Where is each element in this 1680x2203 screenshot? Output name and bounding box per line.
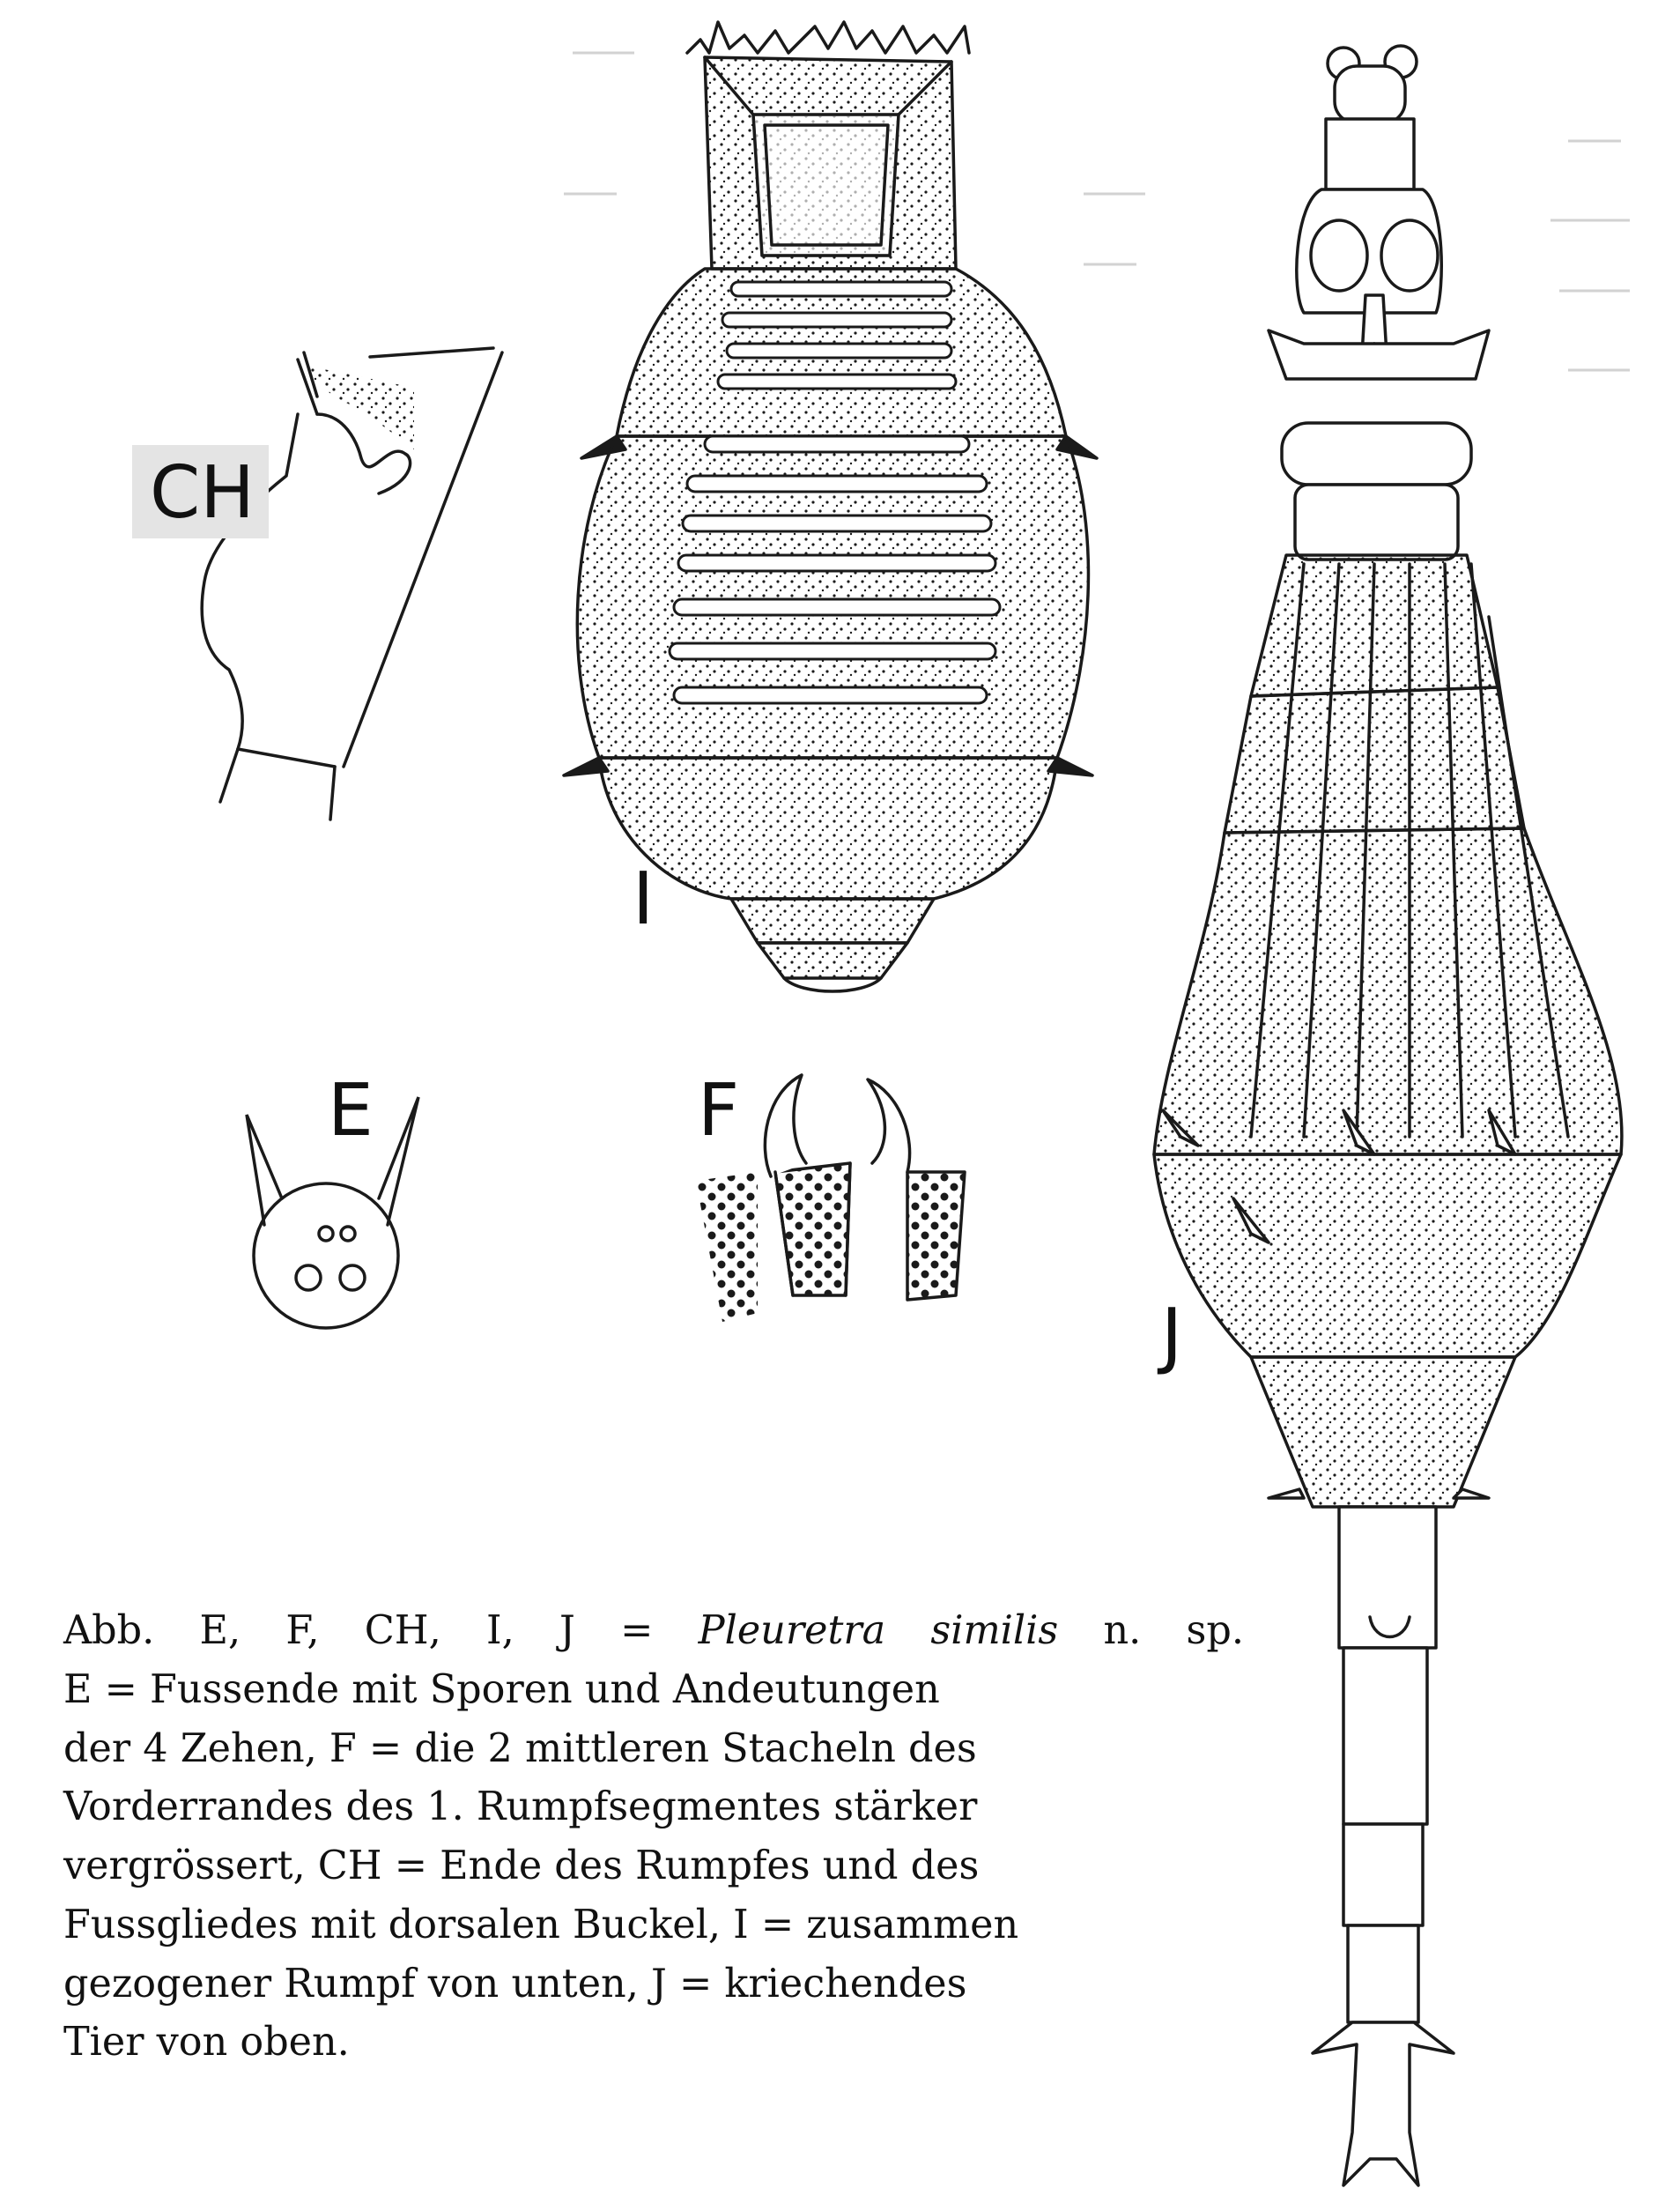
figure-caption (63, 1602, 1244, 2073)
label-f: F (698, 1069, 740, 1153)
caption-line-4: Vorderrandes des 1. Rumpfsegmentes stärker (63, 1784, 978, 1830)
caption-line-6: Fussgliedes mit dorsalen Buckel, I = zusammen (63, 1902, 1019, 1947)
drawing-ch (202, 348, 502, 820)
caption-line-5: vergrössert, CH = Ende des Rumpfes und des (63, 1843, 980, 1888)
label-ch: CH (132, 445, 269, 538)
label-e: E (328, 1069, 374, 1153)
caption-line-1-prefix: Abb. E, F, CH, I, J = (63, 1608, 699, 1653)
caption-line-8: Tier von oben. (63, 2020, 350, 2066)
caption-line-2: E = Fussende mit Sporen und Andeutungen (63, 1666, 940, 1712)
caption-line-1 (63, 1602, 1244, 1661)
label-j: J (1161, 1294, 1183, 1377)
caption-line-1-suffix: n. sp. (1058, 1608, 1245, 1653)
caption-line-3: der 4 Zehen, F = die 2 mittleren Stacheln des (63, 1725, 977, 1771)
caption-species-name: Pleuretra similis (698, 1608, 1059, 1653)
caption-line-7: gezogener Rumpf von unten, J = kriechendes (63, 1961, 967, 2006)
drawing-i (564, 22, 1097, 991)
label-i: I (633, 857, 655, 941)
